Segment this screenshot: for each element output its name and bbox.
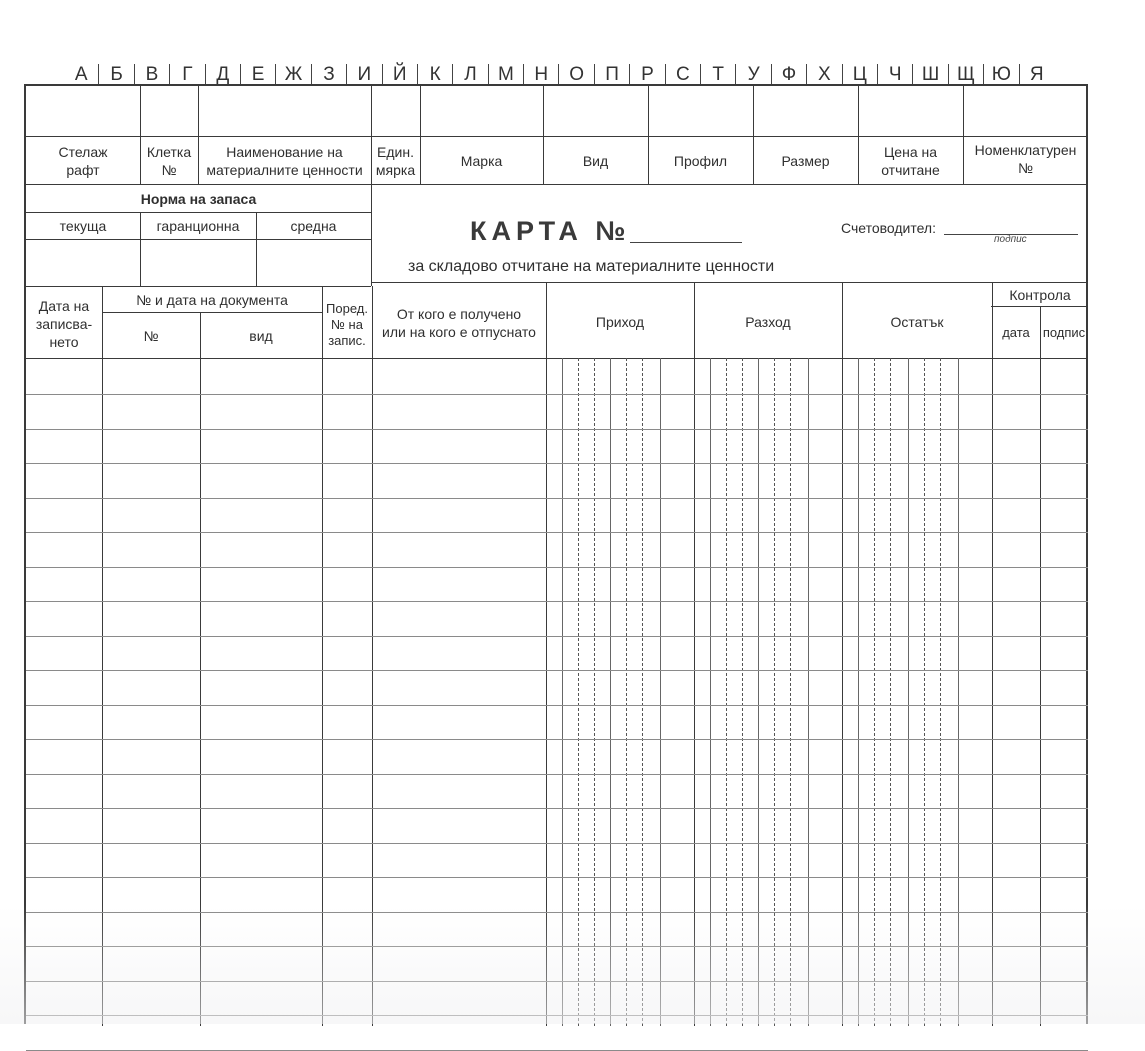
shelf-label: Стелаж рафт: [58, 144, 108, 178]
brand-label: Марка: [460, 153, 503, 169]
table-row[interactable]: [26, 877, 1088, 878]
alphabet-letter: Щ: [949, 64, 984, 86]
column-divider: [371, 86, 372, 286]
digit-divider: [890, 358, 891, 1026]
table-row[interactable]: [26, 670, 1088, 671]
unit-label: Един. мярка: [375, 144, 416, 178]
digit-divider: [774, 358, 775, 1026]
nomenclature-label: Номенклатурен №: [974, 142, 1077, 176]
alphabet-letter: И: [347, 64, 382, 86]
alphabet-letter: Ф: [772, 64, 807, 86]
header-rule: [26, 136, 1088, 137]
alphabet-letter: Ш: [913, 64, 948, 86]
table-row[interactable]: [26, 636, 1088, 637]
digit-divider: [610, 358, 611, 1026]
digit-divider: [958, 358, 959, 1026]
alphabet-letter: В: [135, 64, 170, 86]
digit-divider: [626, 358, 627, 1026]
table-header-bottom-rule: [26, 358, 1088, 359]
alphabet-letter: Й: [383, 64, 418, 86]
alphabet-letter: П: [595, 64, 630, 86]
table-row[interactable]: [26, 532, 1088, 533]
inventory-card-form: [24, 84, 1088, 1024]
alphabet-letter: Л: [453, 64, 488, 86]
stock-norm-rule: [26, 239, 371, 240]
profile-label: Профил: [673, 153, 728, 169]
alphabet-letter: Ж: [276, 64, 311, 86]
table-row[interactable]: [26, 808, 1088, 809]
table-row[interactable]: [26, 1050, 1088, 1051]
table-row[interactable]: [26, 981, 1088, 982]
alphabet-letter: Ю: [984, 64, 1019, 86]
table-row[interactable]: [26, 843, 1088, 844]
control-date-header: дата: [1002, 325, 1030, 340]
digit-divider: [858, 358, 859, 1026]
stock-norm-average: средна: [290, 218, 337, 234]
card-number-line[interactable]: [630, 242, 742, 243]
alphabet-letter: З: [312, 64, 347, 86]
table-row[interactable]: [26, 739, 1088, 740]
alphabet-letter: У: [736, 64, 771, 86]
alphabet-letter: Ц: [843, 64, 878, 86]
expense-header: Разход: [745, 314, 791, 330]
digit-divider: [790, 358, 791, 1026]
stock-norm-current: текуща: [59, 218, 107, 234]
digit-divider: [940, 358, 941, 1026]
table-column-divider: [322, 286, 323, 1026]
alphabet-letter: Р: [630, 64, 665, 86]
table-row[interactable]: [26, 1015, 1088, 1016]
date-header: Дата на записва- нето: [35, 298, 93, 350]
table-column-divider: [102, 286, 103, 1026]
table-row[interactable]: [26, 774, 1088, 775]
header-rule: [26, 184, 1088, 185]
card-subtitle: за складово отчитане на материалните ценности: [408, 258, 775, 275]
table-row[interactable]: [26, 946, 1088, 947]
alphabet-letter: Н: [524, 64, 559, 86]
table-row[interactable]: [26, 601, 1088, 602]
table-row[interactable]: [26, 463, 1088, 464]
stock-norm-guarantee: гаранционна: [156, 218, 240, 234]
seq-header: Поред. № на запис.: [326, 301, 368, 348]
alphabet-letter: Ч: [878, 64, 913, 86]
alphabet-letter: Я: [1029, 64, 1044, 85]
digit-divider: [562, 358, 563, 1026]
digit-divider: [710, 358, 711, 1026]
table-top-rule: [26, 286, 371, 287]
alphabet-index: [64, 62, 1054, 86]
digit-divider: [660, 358, 661, 1026]
stock-norm-title: Норма на запаса: [140, 191, 257, 207]
table-column-divider: [200, 312, 201, 1026]
alphabet-letter: С: [666, 64, 701, 86]
size-label: Размер: [781, 153, 830, 169]
digit-divider: [908, 358, 909, 1026]
balance-header: Остатък: [890, 314, 944, 330]
table-row[interactable]: [26, 498, 1088, 499]
alphabet-letter: Т: [701, 64, 736, 86]
digit-divider: [758, 358, 759, 1026]
doc-group-rule: [102, 312, 322, 313]
alphabet-letter: О: [559, 64, 594, 86]
alphabet-letter: Д: [206, 64, 241, 86]
type-label: Вид: [582, 153, 609, 169]
table-row[interactable]: [26, 567, 1088, 568]
table-column-divider: [372, 286, 373, 1026]
table-row[interactable]: [26, 394, 1088, 395]
income-header: Приход: [595, 314, 645, 330]
alphabet-letter: Б: [99, 64, 134, 86]
digit-divider: [874, 358, 875, 1026]
doc-no-header: №: [143, 328, 159, 344]
digit-divider: [726, 358, 727, 1026]
digit-divider: [594, 358, 595, 1026]
digit-divider: [808, 358, 809, 1026]
digit-divider: [742, 358, 743, 1026]
digit-divider: [924, 358, 925, 1026]
alphabet-letter: К: [418, 64, 453, 86]
alphabet-letter: А: [64, 64, 99, 86]
control-header: Контрола: [1009, 287, 1071, 303]
card-title: КАРТА №: [470, 216, 631, 246]
table-top-rule: [371, 282, 1088, 283]
doc-type-header: вид: [249, 328, 273, 344]
cell-label: Клетка №: [146, 144, 192, 178]
signature-caption: подпис: [994, 234, 1027, 245]
from-to-header: От кого е получено или на кого е отпуснато: [382, 306, 536, 340]
table-row[interactable]: [26, 705, 1088, 706]
item-name-label: Наименование на материалните ценности: [206, 144, 363, 178]
price-label: Цена на отчитане: [881, 144, 940, 178]
alphabet-letter: М: [489, 64, 524, 86]
doc-group-header: № и дата на документа: [136, 292, 288, 308]
table-column-divider: [1040, 306, 1041, 1026]
accountant-label: Счетоводител:: [841, 220, 936, 236]
digit-divider: [578, 358, 579, 1026]
alphabet-letter: Г: [170, 64, 205, 86]
digit-divider: [642, 358, 643, 1026]
alphabet-letter: Х: [807, 64, 842, 86]
table-row[interactable]: [26, 429, 1088, 430]
alphabet-letter: Е: [241, 64, 276, 86]
table-row[interactable]: [26, 912, 1088, 913]
control-sign-header: подпис: [1042, 325, 1086, 340]
